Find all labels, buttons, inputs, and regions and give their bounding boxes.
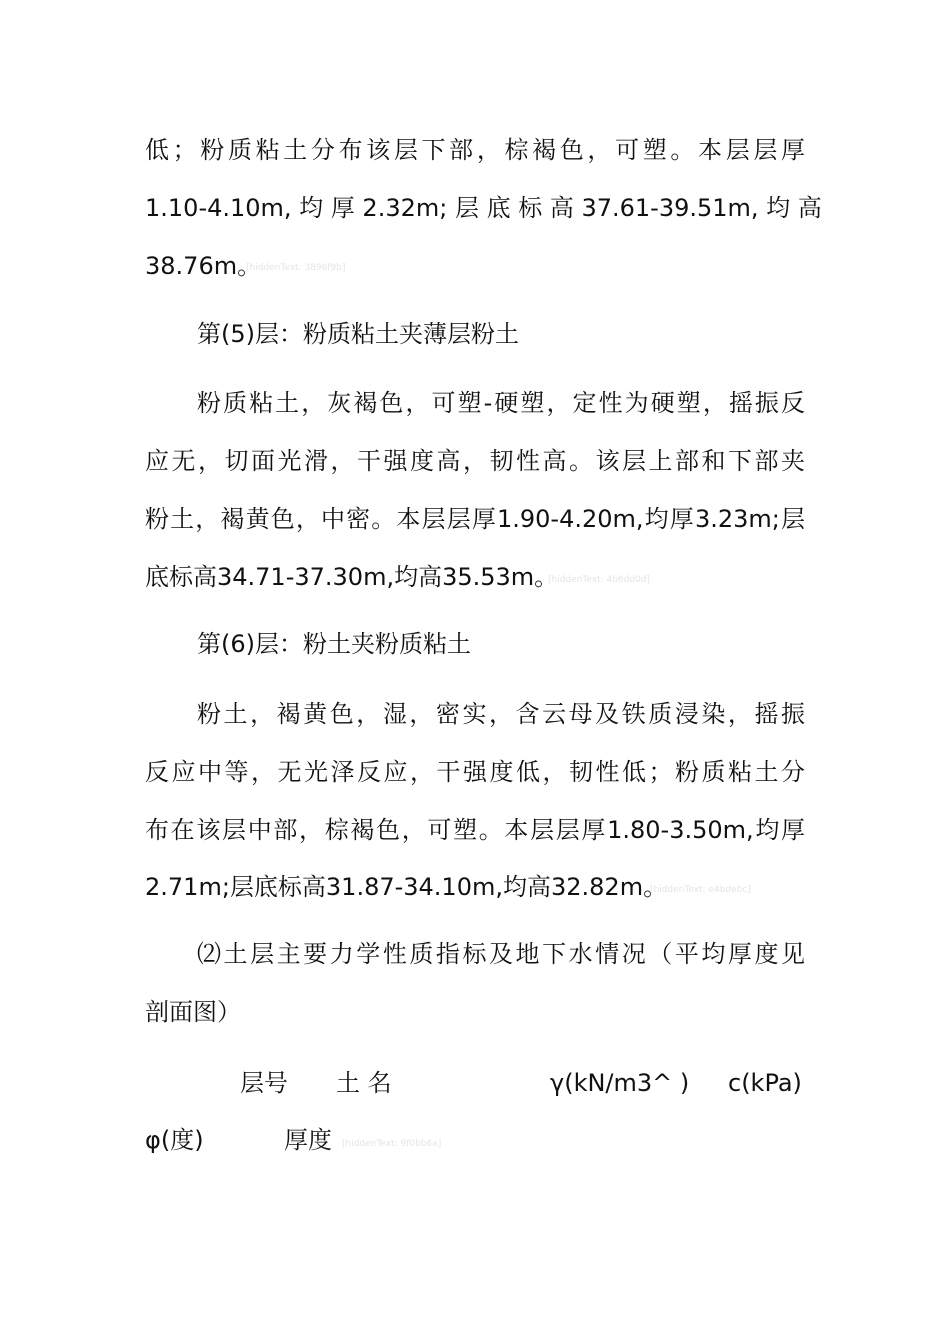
paragraph-line: 38.76m。 — [145, 252, 262, 280]
paragraph-line: 反应中等，无光泽反应，干强度低，韧性低；粉质粘土分 — [145, 758, 805, 786]
paragraph-line: 低；粉质粘土分布该层下部，棕褐色，可塑。本层层厚 — [145, 136, 805, 164]
section-heading-properties: ⑵土层主要力学性质指标及地下水情况（平均厚度见 — [197, 940, 805, 968]
paragraph-line: 1.10-4.10m, 均 厚 2.32m; 层 底 标 高 37.61-39.51m, 均 高 — [145, 194, 822, 222]
section-heading-layer-6: 第(6)层：粉土夹粉质粘土 — [197, 630, 471, 658]
column-header-thickness: 厚度 — [284, 1126, 332, 1154]
paragraph-line: 应无，切面光滑，干强度高，韧性高。该层上部和下部夹 — [145, 447, 805, 475]
hidden-watermark: [hiddenText: 3896f9b] — [246, 263, 346, 273]
hidden-watermark: [hiddenText: e4bdebc] — [650, 885, 751, 895]
column-header-unit-weight: γ(kN/m3^ ) — [550, 1069, 690, 1097]
paragraph-line: 粉土，褐黄色，湿，密实，含云母及铁质浸染，摇振 — [197, 700, 805, 728]
paragraph-line: 布在该层中部，棕褐色，可塑。本层层厚1.80-3.50m,均厚 — [145, 816, 805, 844]
hidden-watermark: [hiddenText: 9f0bb6a] — [342, 1139, 442, 1149]
paragraph-line: 粉质粘土，灰褐色，可塑-硬塑，定性为硬塑，摇振反 — [197, 389, 805, 417]
column-header-soil-name: 土 名 — [336, 1069, 392, 1097]
paragraph-line: 底标高34.71-37.30m,均高35.53m。 — [145, 563, 559, 591]
column-header-cohesion: c(kPa) — [728, 1069, 802, 1097]
paragraph-line: 剖面图） — [145, 998, 241, 1026]
column-header-friction-angle: φ(度) — [145, 1126, 204, 1154]
section-heading-layer-5: 第(5)层：粉质粘土夹薄层粉土 — [197, 320, 519, 348]
hidden-watermark: [hiddenText: 4b6dd0d] — [548, 575, 651, 585]
column-header-layer-no: 层号 — [240, 1069, 288, 1097]
paragraph-line: 2.71m;层底标高31.87-34.10m,均高32.82m。 — [145, 873, 668, 901]
paragraph-line: 粉土，褐黄色，中密。本层层厚1.90-4.20m,均厚3.23m;层 — [145, 505, 805, 533]
